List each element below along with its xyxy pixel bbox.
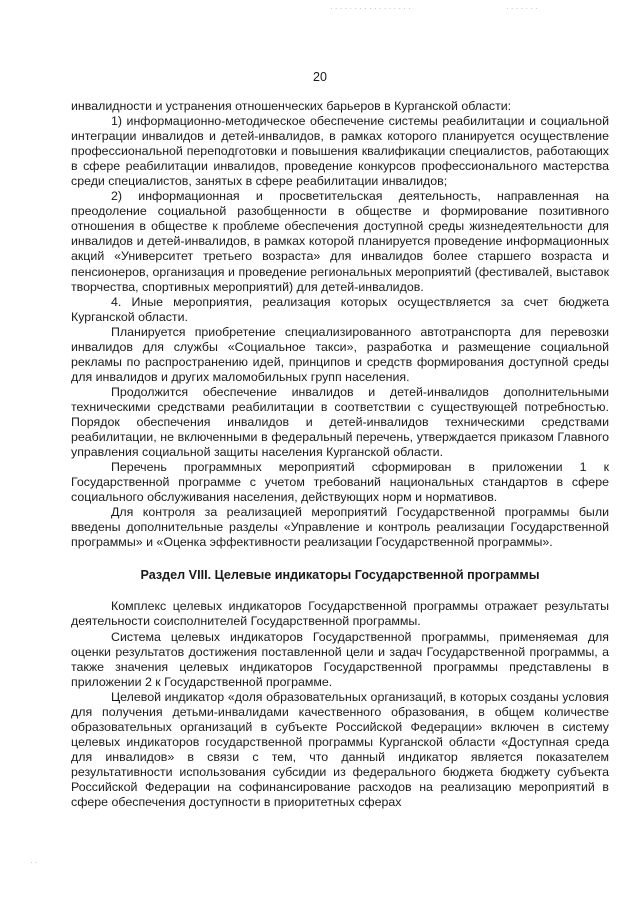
page-number: 20 xyxy=(313,70,327,84)
paragraph-item-1: 1) информационно-методическое обеспечение системы реабилитации и социальной интеграции инвалидов и детей-инвалидов, в рамках которого планируется осуществление профессиональной переподготовки и повышения квалификации специалистов, работающих в сфере реабилитации инвалидов, проведение конкурсов профессионального мастерства среди специалистов, занятых в сфере реабилитации инвалидов; xyxy=(71,114,609,189)
paragraph-indicators-complex: Комплекс целевых индикаторов Государственной программы отражает результаты деятельности соисполнителей Государственной программы. xyxy=(71,599,609,629)
document-body xyxy=(71,99,609,810)
paragraph-technical-means: Продолжится обеспечение инвалидов и детей-инвалидов дополнительными техническими средствами реабилитации в соответствии с существующей потребностью. Порядок обеспечения инвалидов и детей-инвалидов техническими средствами реабилитации, не включенными в федеральный перечень, утверждается приказом Главного управления социальной защиты населения Курганской области. xyxy=(71,384,609,460)
scan-artifact-top-right: · · · · · · · xyxy=(506,4,538,13)
section-heading: Раздел VIII. Целевые индикаторы Государственной программы xyxy=(140,568,540,583)
paragraph-control: Для контроля за реализацией мероприятий Государственной программы были введены дополнительные разделы «Управление и контроль реализации Государственной программы» и «Оценка эффективности реализации Государственной программы». xyxy=(71,505,609,550)
paragraph-intro: инвалидности и устранения отношенческих барьеров в Курганской области: xyxy=(71,99,512,113)
scan-artifact-bottom-left: · · xyxy=(30,858,38,867)
paragraph-indicators-system: Система целевых индикаторов Государственной программы, применяемая для оценки результатов достижения поставленной цели и задач Государственной программы, а также значения целевых индикаторов Государственной программы представлены в приложении 2 к Государственной программе. xyxy=(71,629,609,689)
paragraph-item-2: 2) информационная и просветительская деятельность, направленная на преодоление социальной разобщенности в обществе и формирование позитивного отношения в обществе к проблеме обеспечения доступной среды жизнедеятельности для инвалидов и детей-инвалидов, в рамках которой планируется проведение информационных акций «Университет третьего возраста» для инвалидов более старшего возраста и пенсионеров, организация и проведение региональных мероприятий (фестивалей, выставок творчества, спортивных мероприятий) для детей-инвалидов. xyxy=(71,189,609,294)
paragraph-social-taxi: Планируется приобретение специализированного автотранспорта для перевозки инвалидов для службы «Социальное такси», разработка и размещение социальной рекламы по распространению идей, принципов и средств формирования доступной среды для инвалидов и других маломобильных групп населения. xyxy=(71,324,609,384)
paragraph-item-4: 4. Иные мероприятия, реализация которых осуществляется за счет бюджета Курганской области. xyxy=(71,294,609,324)
paragraph-target-indicator: Целевой индикатор «доля образовательных организаций, в которых созданы условия для получения детьми-инвалидами качественного образования, в общем количестве образовательных организаций в субъекте Российской Федерации» включен в систему целевых индикаторов государственной программы Курганской области «Доступная среда для инвалидов» в связи с тем, что данный индикатор является показателем результативности использования субсидии из федерального бюджета бюджету субъекта Российской Федерации на софинансирование расходов на реализацию мероприятий в сфере обеспечения доступности в приоритетных сферах xyxy=(71,689,609,810)
paragraph-measures-list: Перечень программных мероприятий сформирован в приложении 1 к Государственной программе с учетом требований национальных стандартов в сфере социального обслуживания населения, действующих норм и нормативов. xyxy=(71,460,609,505)
scan-artifact-top: · · · · · · · · · · · · · · · · · xyxy=(330,4,411,13)
